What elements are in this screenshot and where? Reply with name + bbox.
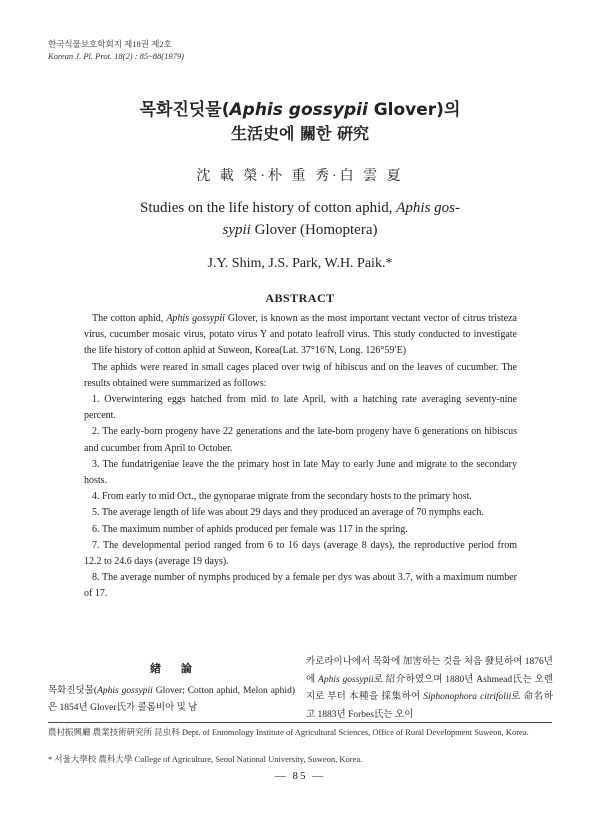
abstract-item: 5. The average length of life was about 29 days and they produced an average of 70 nymphs each. bbox=[92, 507, 484, 519]
journal-name-english: Korean J. Pl. Prot. 18(2) : 85~88(1979) bbox=[48, 51, 184, 61]
footnote-divider bbox=[48, 722, 552, 723]
korean-authors: 沈 載 榮·朴 重 秀·白 雲 夏 bbox=[196, 169, 404, 184]
journal-name-korean: 한국식물보호학회지 제18권 제2호 bbox=[48, 39, 172, 49]
abstract-paragraph: The cotton aphid, Aphis gossypii Glover, is known as the most important vectant vector of citrus tristeza virus, cucumber mosaic virus, potato virus Y and potato leafroll virus. This study conducted to investigate the life history of cotton aphid at Suweon, Korea(Lat. 37°16′N, Long. 126°59′E) bbox=[84, 313, 517, 357]
english-authors: J.Y. Shim, J.S. Park, W.H. Paik.* bbox=[207, 256, 393, 271]
abstract-item: 7. The developmental period ranged from 6 to 16 days (average 8 days), the reproductive period from 12.2 to 24.6 days (average 19 days). bbox=[84, 539, 517, 568]
english-title: Studies on the life history of cotton aphid, Aphis gos- sypii Glover (Homoptera) bbox=[140, 200, 460, 238]
abstract-heading: ABSTRACT bbox=[265, 291, 335, 305]
abstract-item: 8. The average number of nymphs produced by a female per dys was about 3.7, with a maximum number of 17. bbox=[84, 572, 517, 600]
page-number: — 85 — bbox=[274, 770, 326, 782]
abstract-paragraph: The aphids were reared in small cages placed over twig of hibiscus and on the leaves of cucumber. The results obtained were summarized as follows: bbox=[84, 361, 517, 389]
journal-citation bbox=[48, 38, 184, 62]
abstract-item: 3. The fundatrigeniae leave the the primary host in late May to early June and migrate to the secondary hosts. bbox=[84, 458, 517, 487]
abstract-body bbox=[84, 311, 517, 603]
body-column-left: 목화진딧물(Aphis gossypii Glover; Cotton aphid, Melon aphid)은 1854년 Glover氏가 콜롬비아 및 남 bbox=[48, 686, 295, 713]
footnote-affiliation-2: * 서울大學校 農科大學 College of Agriculture, Seoul National University, Suweon, Korea. bbox=[48, 754, 363, 764]
korean-title-line2: 生活史에 關한 硏究 bbox=[230, 124, 370, 143]
body-column-right: 카로라이나에서 목화에 加害하는 것을 처음 發見하여 1876년에 Aphis gossypii로 紹介하였으며 1880년 Ashmead氏는 오렌지로 부터 本種을 採集하여 Siphonophora citrifolii로 命名하고 1883년 Forbes氏는 오이 bbox=[306, 657, 553, 720]
abstract-item: 6. The maximum number of aphids produced per female was 117 in the spring. bbox=[92, 523, 408, 535]
section-heading-introduction: 緖 論 bbox=[150, 662, 200, 675]
abstract-item: 2. The early-born progeny have 22 generations and the late-born progeny have 6 generations on hibiscus and cucumber from April to October. bbox=[84, 426, 517, 454]
footnote-affiliation-1: 農村振興廳 農業技術硏究所 昆虫科 Dept. of Entomology Institute of Agricultural Sciences, Office of Rural Development Suweon, Korea. bbox=[48, 727, 529, 737]
abstract-item: 1. Overwintering eggs hatched from mid to late April, with a hatching rate averaging seventy-nine percent. bbox=[84, 394, 517, 422]
korean-title-line1: 목화진딧물(Aphis gossypii Glover)의 bbox=[139, 100, 461, 120]
abstract-item: 4. From early to mid Oct., the gynoparae migrate from the secondary hosts to the primary host. bbox=[92, 491, 472, 503]
